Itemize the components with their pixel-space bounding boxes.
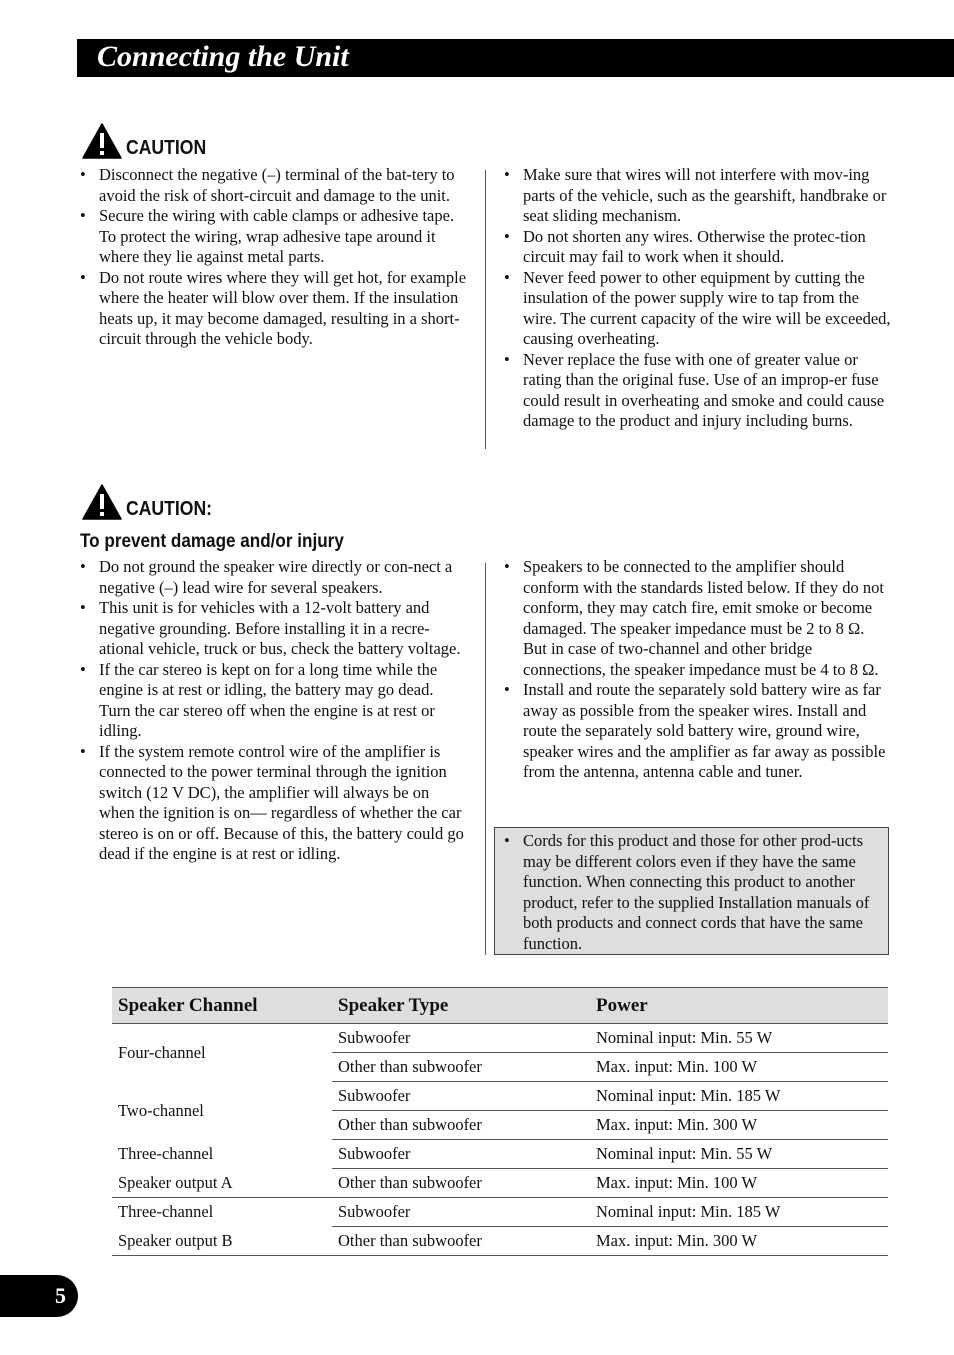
list-item: • Do not ground the speaker wire directly or con-nect a negative (–) lead wire for several speakers. bbox=[80, 557, 468, 598]
section-subheading: To prevent damage and/or injury bbox=[80, 531, 344, 552]
caution-list-left-2 bbox=[80, 557, 468, 865]
list-item: • Make sure that wires will not interfere with mov-ing parts of the vehicle, such as the gearshift, handbrake or seat sliding mechanism. bbox=[504, 165, 892, 227]
list-item: • Speakers to be connected to the amplifier should conform with the standards listed below. If they do not conform, they may catch fire, emit smoke or become damaged. The speaker impedance must be 2 to 8 Ω. But in case of two-channel and other bridge connections, the speaker impedance must be 4 to 8 Ω. bbox=[504, 557, 892, 680]
table-row bbox=[112, 1169, 888, 1198]
channel-cell: Speaker output A bbox=[112, 1169, 332, 1198]
page-number: 5 bbox=[55, 1283, 66, 1308]
list-item: • This unit is for vehicles with a 12-volt battery and negative grounding. Before installing it in a recre-ational vehicle, truck or bus, check the battery voltage. bbox=[80, 598, 468, 660]
column-divider bbox=[485, 170, 486, 449]
caution-heading: CAUTION bbox=[126, 137, 207, 159]
speaker-type-cell: Subwoofer bbox=[332, 1024, 590, 1053]
speaker-spec-table bbox=[112, 987, 888, 1256]
caution-list-left bbox=[80, 165, 468, 350]
column-header: Power bbox=[590, 988, 888, 1024]
power-cell: Nominal input: Min. 185 W bbox=[590, 1198, 888, 1227]
table-header-row bbox=[112, 988, 888, 1024]
speaker-type-cell: Other than subwoofer bbox=[332, 1227, 590, 1256]
speaker-type-cell: Subwoofer bbox=[332, 1082, 590, 1111]
table-row bbox=[112, 1140, 888, 1169]
channel-cell: Two-channel bbox=[118, 1100, 204, 1120]
channel-cell: Three-channel bbox=[118, 1144, 214, 1163]
list-item: • If the car stereo is kept on for a long time while the engine is at rest or idling, the battery may go dead. Turn the car stereo off when the engine is at rest or idling. bbox=[80, 660, 468, 742]
column-header: Speaker Type bbox=[332, 988, 590, 1024]
page-number-tab bbox=[0, 1275, 78, 1317]
list-item: • Disconnect the negative (–) terminal of the bat-tery to avoid the risk of short-circuit and damage to the unit. bbox=[80, 165, 468, 206]
caution-list-right-2 bbox=[504, 557, 892, 783]
table-row bbox=[112, 1024, 888, 1053]
speaker-type-cell: Other than subwoofer bbox=[332, 1053, 590, 1082]
power-cell: Max. input: Min. 300 W bbox=[590, 1227, 888, 1256]
caution-list-right bbox=[504, 165, 892, 432]
list-item: • Do not shorten any wires. Otherwise the protec-tion circuit may fail to work when it should. bbox=[504, 227, 892, 268]
speaker-type-cell: Subwoofer bbox=[332, 1198, 590, 1227]
channel-cell: Three-channel bbox=[118, 1202, 214, 1222]
power-cell: Nominal input: Min. 185 W bbox=[590, 1082, 888, 1111]
channel-cell: Speaker output B bbox=[112, 1227, 332, 1256]
note-box bbox=[494, 827, 889, 955]
speaker-type-cell: Subwoofer bbox=[332, 1140, 590, 1169]
caution-heading-2: CAUTION: bbox=[126, 498, 213, 520]
list-item: • Never replace the fuse with one of greater value or rating than the original fuse. Use of an improp-er fuse could result in overheating and smoke and could cause damage to the product and injury including burns. bbox=[504, 350, 892, 432]
note-item: • Cords for this product and those for other prod-ucts may be different colors even if they have the same function. When connecting this product to another product, refer to the supplied Installation manuals of both products and connect cords that have the same function. bbox=[504, 831, 884, 954]
column-header: Speaker Channel bbox=[112, 988, 332, 1024]
header-bar bbox=[77, 39, 954, 77]
list-item: • If the system remote control wire of the amplifier is connected to the power terminal through the ignition switch (12 V DC), the amplifier will always be on when the ignition is on— regardless of whether the car stereo is on or off. Because of this, the battery could go dead if the engine is at rest or idling. bbox=[80, 742, 468, 865]
warning-triangle-icon bbox=[82, 123, 122, 159]
speaker-type-cell: Other than subwoofer bbox=[332, 1169, 590, 1198]
power-cell: Max. input: Min. 100 W bbox=[590, 1053, 888, 1082]
list-item: • Never feed power to other equipment by cutting the insulation of the power supply wire to tap from the wire. The current capacity of the wire will be exceeded, causing overheating. bbox=[504, 268, 892, 350]
power-cell: Max. input: Min. 100 W bbox=[590, 1169, 888, 1198]
page-title: Connecting the Unit bbox=[97, 40, 349, 73]
list-item: • Secure the wiring with cable clamps or adhesive tape. To protect the wiring, wrap adhesive tape around it where they lie against metal parts. bbox=[80, 206, 468, 268]
table-row bbox=[112, 1198, 888, 1227]
list-item: • Do not route wires where they will get hot, for example where the heater will blow over them. If the insulation heats up, it may become damaged, resulting in a short-circuit through the vehicle body. bbox=[80, 268, 468, 350]
power-cell: Nominal input: Min. 55 W bbox=[590, 1140, 888, 1169]
channel-cell: Four-channel bbox=[118, 1042, 206, 1062]
list-item: • Install and route the separately sold battery wire as far away as possible from the speaker wires. Install and route the separately sold battery wire, ground wire, speaker wires and the amplifier as far away as possible from the antenna, antenna cable and tuner. bbox=[504, 680, 892, 783]
table-row bbox=[112, 1227, 888, 1256]
column-divider-2 bbox=[485, 563, 486, 955]
power-cell: Max. input: Min. 300 W bbox=[590, 1111, 888, 1140]
speaker-type-cell: Other than subwoofer bbox=[332, 1111, 590, 1140]
warning-triangle-icon bbox=[82, 484, 122, 520]
power-cell: Nominal input: Min. 55 W bbox=[590, 1024, 888, 1053]
table-row bbox=[112, 1082, 888, 1111]
